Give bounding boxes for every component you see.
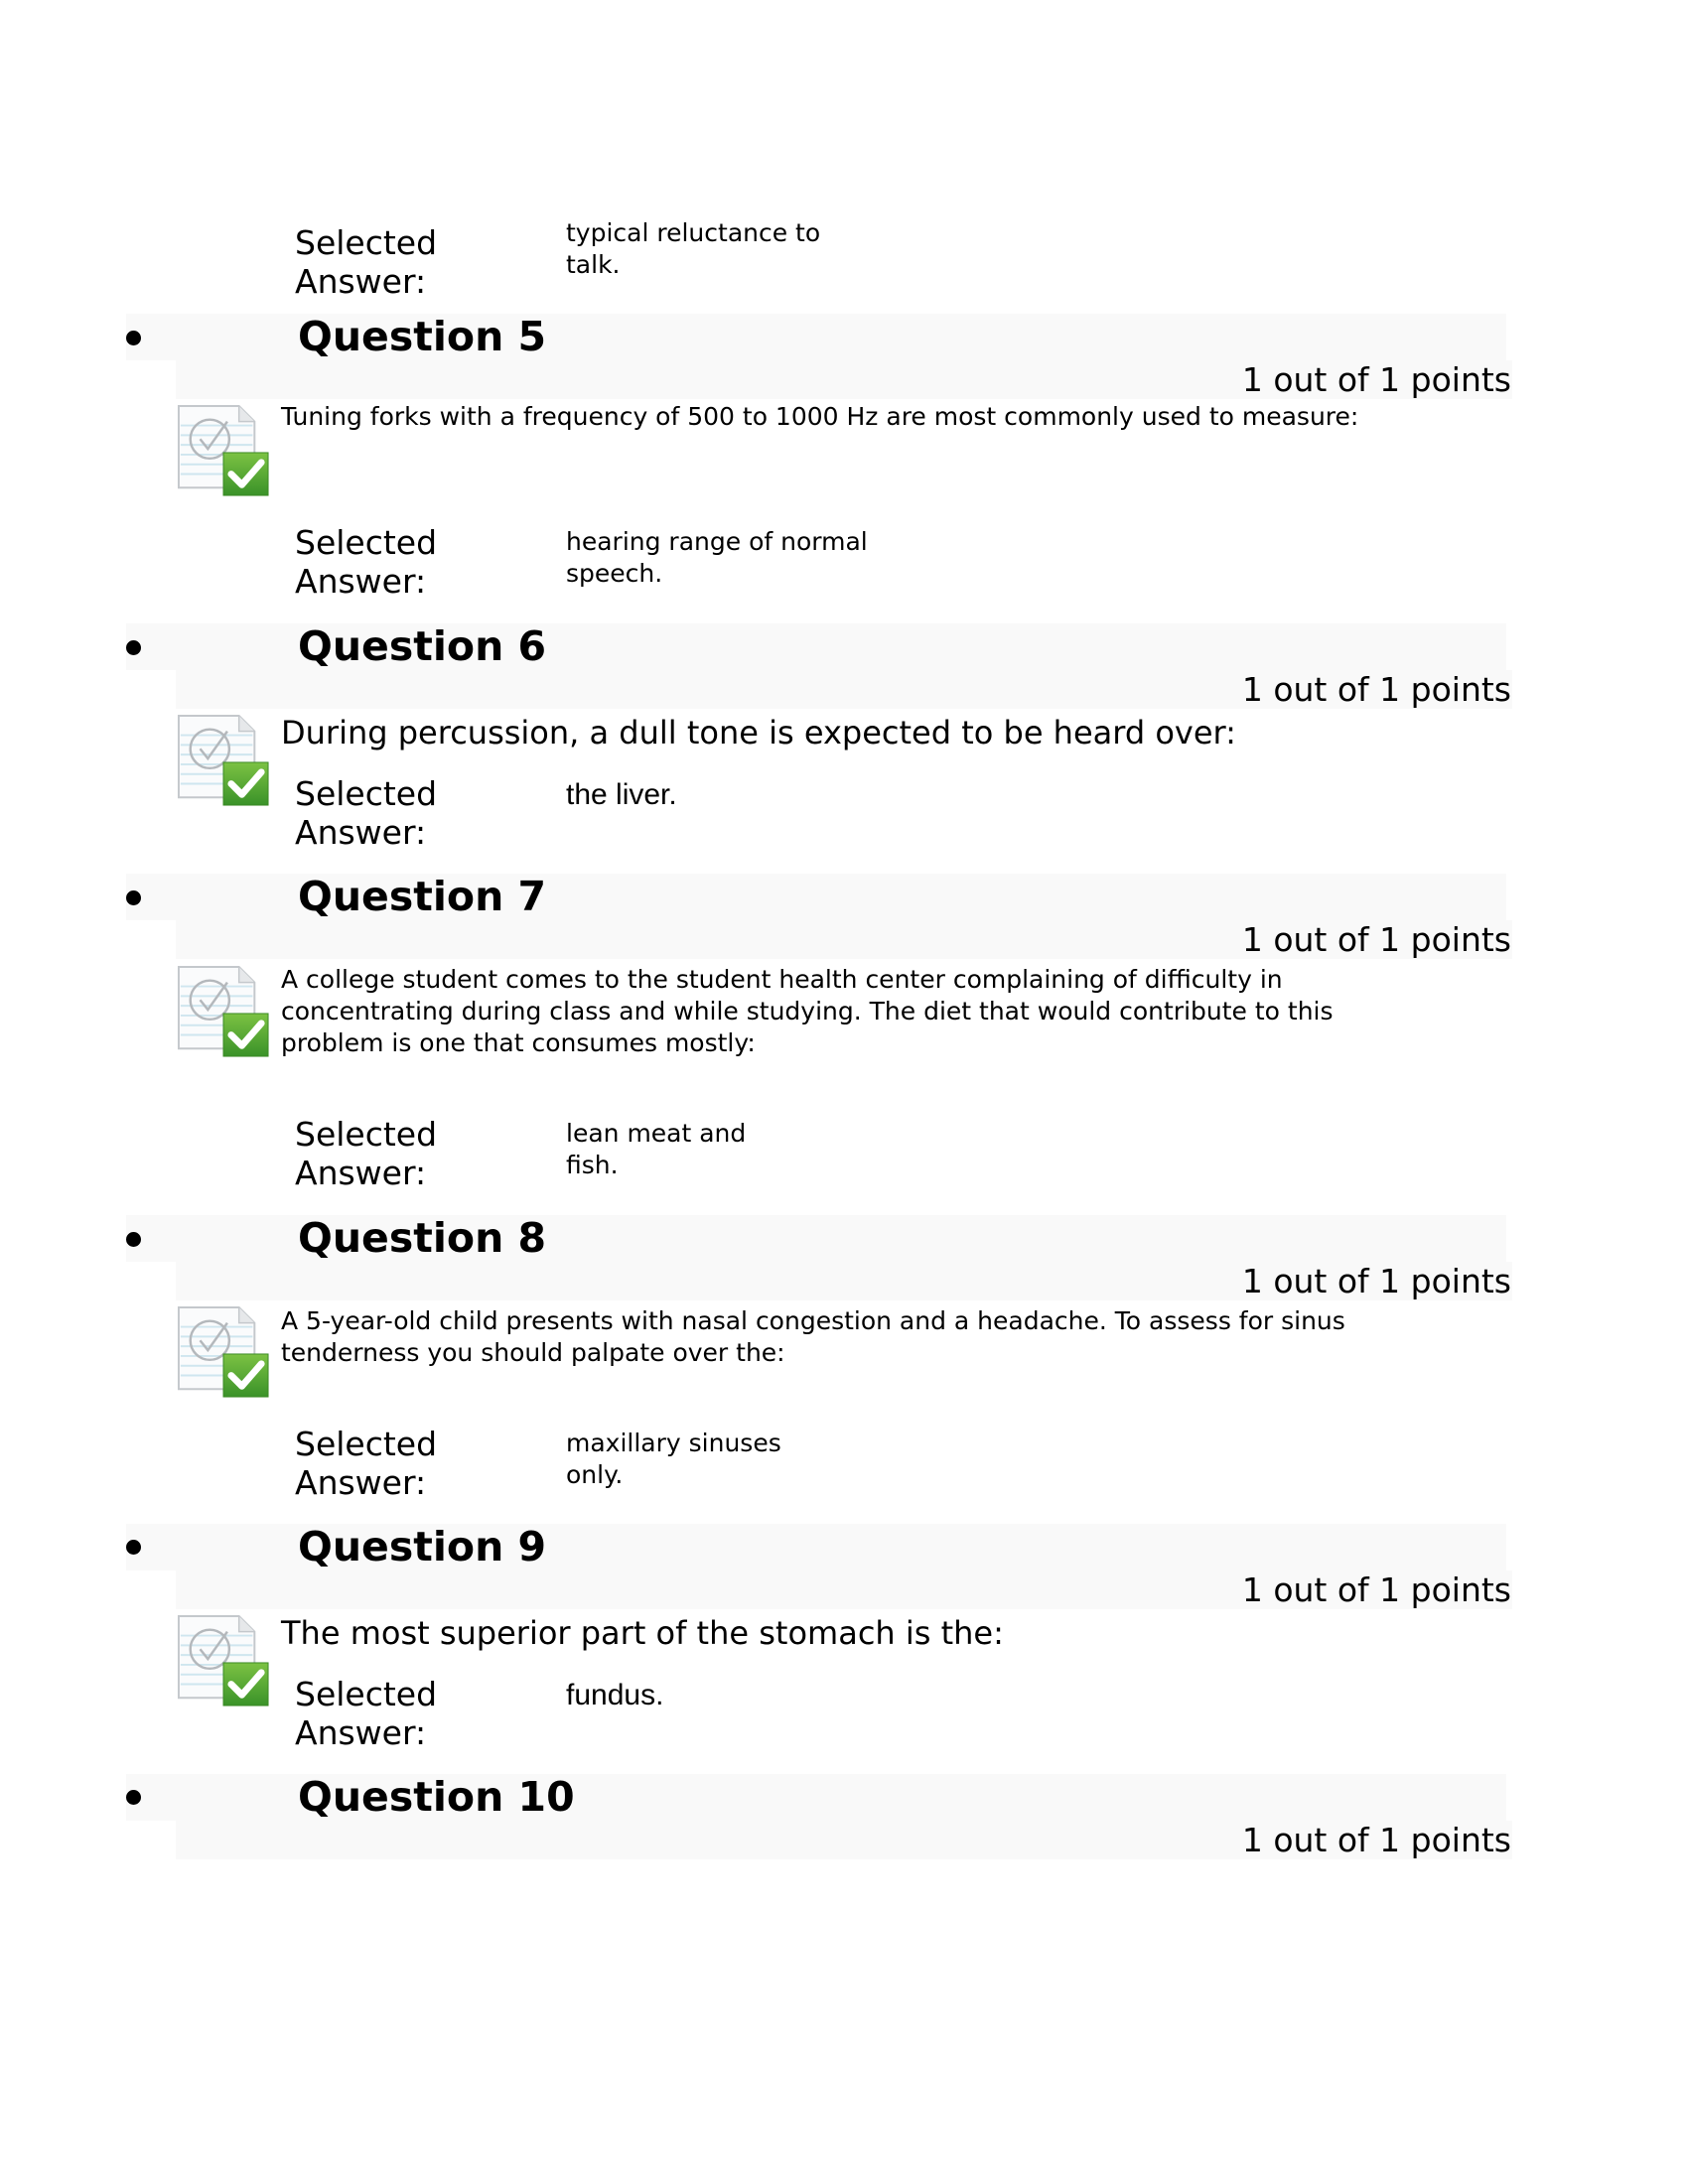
selected-answer-value: maxillary sinuses only.	[566, 1429, 781, 1489]
selected-label-line2: Answer:	[295, 1713, 427, 1752]
question-points: 1 out of 1 points	[1241, 920, 1511, 959]
question-points: 1 out of 1 points	[1241, 1821, 1511, 1859]
selected-label-line1: Selected	[295, 223, 438, 262]
correct-answer-icon	[176, 404, 271, 497]
selected-answer-label	[295, 1115, 493, 1192]
correct-answer-icon	[176, 1305, 271, 1399]
selected-answer-label	[295, 1675, 493, 1752]
selected-answer-label	[295, 223, 493, 301]
bullet-icon	[126, 1540, 141, 1555]
bullet-icon	[126, 640, 141, 655]
question-text: During percussion, a dull tone is expected to be heard over:	[281, 714, 1236, 751]
selected-answer-value: hearing range of normal speech.	[566, 527, 868, 588]
question-text: A 5-year-old child presents with nasal congestion and a headache. To assess for sinus tenderness you should palpate over the:	[281, 1306, 1345, 1367]
selected-label-line2: Answer:	[295, 562, 427, 601]
question-points: 1 out of 1 points	[1241, 1570, 1511, 1609]
selected-label-line1: Selected	[295, 1115, 438, 1154]
bullet-icon	[126, 1232, 141, 1247]
selected-answer-label	[295, 1425, 493, 1502]
question-title: Question 7	[298, 873, 547, 920]
question-text: A college student comes to the student health center complaining of difficulty in concentrating during class and while studying. The diet that would contribute to this problem is one that consumes mostly:	[281, 965, 1334, 1057]
question-title: Question 5	[298, 313, 547, 360]
correct-answer-icon	[176, 1614, 271, 1707]
selected-label-line1: Selected	[295, 1425, 438, 1463]
question-title: Question 10	[298, 1773, 575, 1821]
question-points: 1 out of 1 points	[1241, 360, 1511, 399]
question-points: 1 out of 1 points	[1241, 670, 1511, 709]
question-title: Question 8	[298, 1214, 547, 1262]
selected-label-line1: Selected	[295, 523, 438, 562]
question-title: Question 9	[298, 1523, 547, 1570]
selected-answer-value: fundus.	[566, 1679, 664, 1711]
selected-label-line1: Selected	[295, 1675, 438, 1713]
selected-label-line1: Selected	[295, 774, 438, 813]
question-text: Tuning forks with a frequency of 500 to 1000 Hz are most commonly used to measure:	[281, 402, 1359, 431]
bullet-icon	[126, 890, 141, 905]
bullet-icon	[126, 1790, 141, 1805]
selected-answer-value: the liver.	[566, 778, 677, 811]
selected-answer-value: typical reluctance to talk.	[566, 218, 821, 279]
selected-answer-label	[295, 774, 493, 852]
question-points: 1 out of 1 points	[1241, 1262, 1511, 1300]
selected-label-line2: Answer:	[295, 813, 427, 852]
correct-answer-icon	[176, 965, 271, 1058]
bullet-icon	[126, 331, 141, 345]
question-text: The most superior part of the stomach is the:	[281, 1614, 1004, 1652]
selected-label-line2: Answer:	[295, 262, 427, 301]
selected-label-line2: Answer:	[295, 1463, 427, 1502]
selected-answer-value: lean meat and fish.	[566, 1119, 747, 1179]
selected-label-line2: Answer:	[295, 1154, 427, 1192]
question-title: Question 6	[298, 622, 547, 670]
selected-answer-label	[295, 523, 493, 601]
correct-answer-icon	[176, 714, 271, 807]
